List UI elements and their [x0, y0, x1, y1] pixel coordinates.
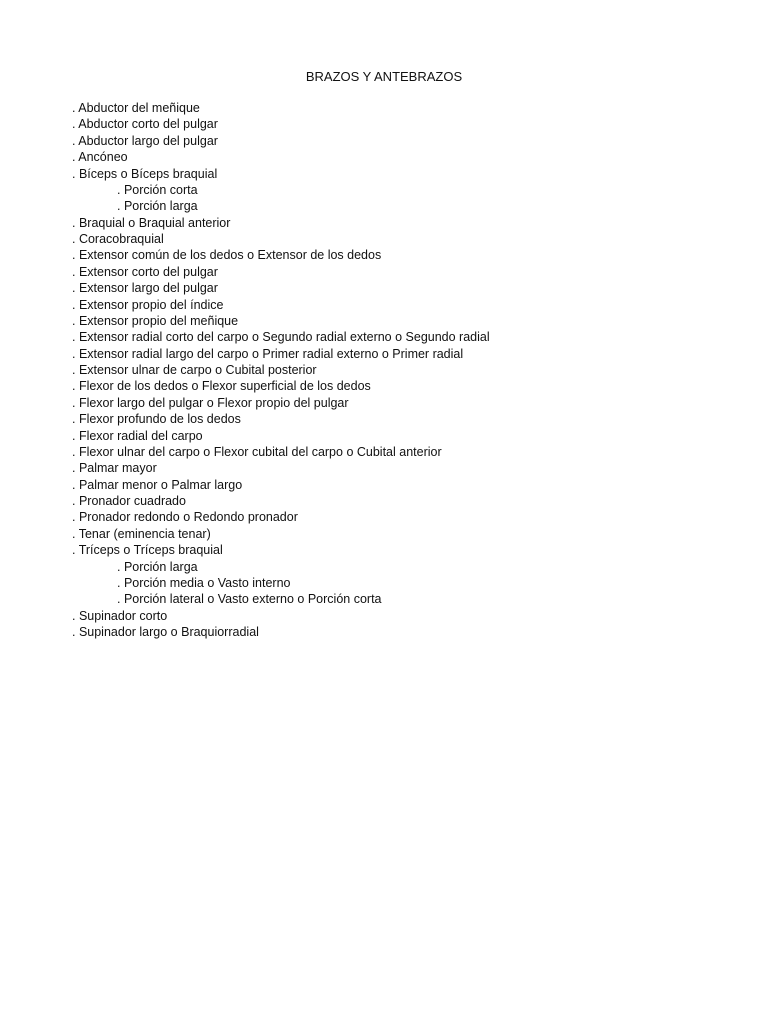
list-item: . Extensor largo del pulgar: [72, 281, 218, 296]
list-item: . Coracobraquial: [72, 232, 164, 246]
sub-list-item: . Porción media o Vasto interno: [117, 575, 291, 590]
list-item: . Palmar mayor: [72, 461, 157, 476]
sub-list-item: . Porción lateral o Vasto externo o Porción corta: [117, 592, 382, 607]
list-item: . Braquial o Braquial anterior: [72, 215, 231, 230]
list-item: . Flexor de los dedos o Flexor superficial de los dedos: [72, 379, 371, 394]
list-item: . Pronador cuadrado: [72, 494, 186, 508]
list-item: . Flexor radial del carpo: [72, 428, 203, 443]
list-item: . Pronador redondo o Redondo pronador: [72, 510, 298, 525]
list-item: . Flexor profundo de los dedos: [72, 412, 241, 427]
list-item: . Flexor largo del pulgar o Flexor propio del pulgar: [72, 395, 349, 410]
list-item: . Abductor largo del pulgar: [72, 133, 218, 148]
sub-list-item: . Porción larga: [117, 559, 198, 574]
list-item: . Extensor ulnar de carpo o Cubital posterior: [72, 363, 317, 377]
list-item: . Extensor radial corto del carpo o Segundo radial externo o Segundo radial: [72, 330, 490, 345]
list-item: . Extensor propio del meñique: [72, 313, 239, 328]
list-item: . Supinador corto: [72, 608, 168, 623]
list-item: . Tríceps o Tríceps braquial: [72, 543, 223, 558]
list-item: . Extensor corto del pulgar: [72, 264, 218, 279]
document-title: BRAZOS Y ANTEBRAZOS: [305, 69, 463, 84]
sub-list-item: . Porción larga: [117, 199, 198, 214]
list-item: . Flexor ulnar del carpo o Flexor cubital del carpo o Cubital anterior: [72, 444, 442, 459]
list-item: . Bíceps o Bíceps braquial: [72, 166, 218, 181]
list-item: . Extensor propio del índice: [72, 297, 224, 312]
list-item: . Supinador largo o Braquiorradial: [72, 625, 259, 639]
list-item: . Tenar (eminencia tenar): [72, 526, 211, 541]
list-item: . Abductor del meñique: [72, 101, 200, 115]
list-item: . Extensor común de los dedos o Extensor de los dedos: [72, 248, 382, 263]
list-item: . Extensor radial largo del carpo o Primer radial externo o Primer radial: [72, 346, 464, 361]
list-item: . Palmar menor o Palmar largo: [72, 477, 243, 492]
muscle-list: [72, 100, 490, 640]
list-item: . Ancóneo: [72, 150, 128, 165]
list-item: . Abductor corto del pulgar: [72, 117, 218, 132]
sub-list-item: . Porción corta: [117, 182, 198, 197]
